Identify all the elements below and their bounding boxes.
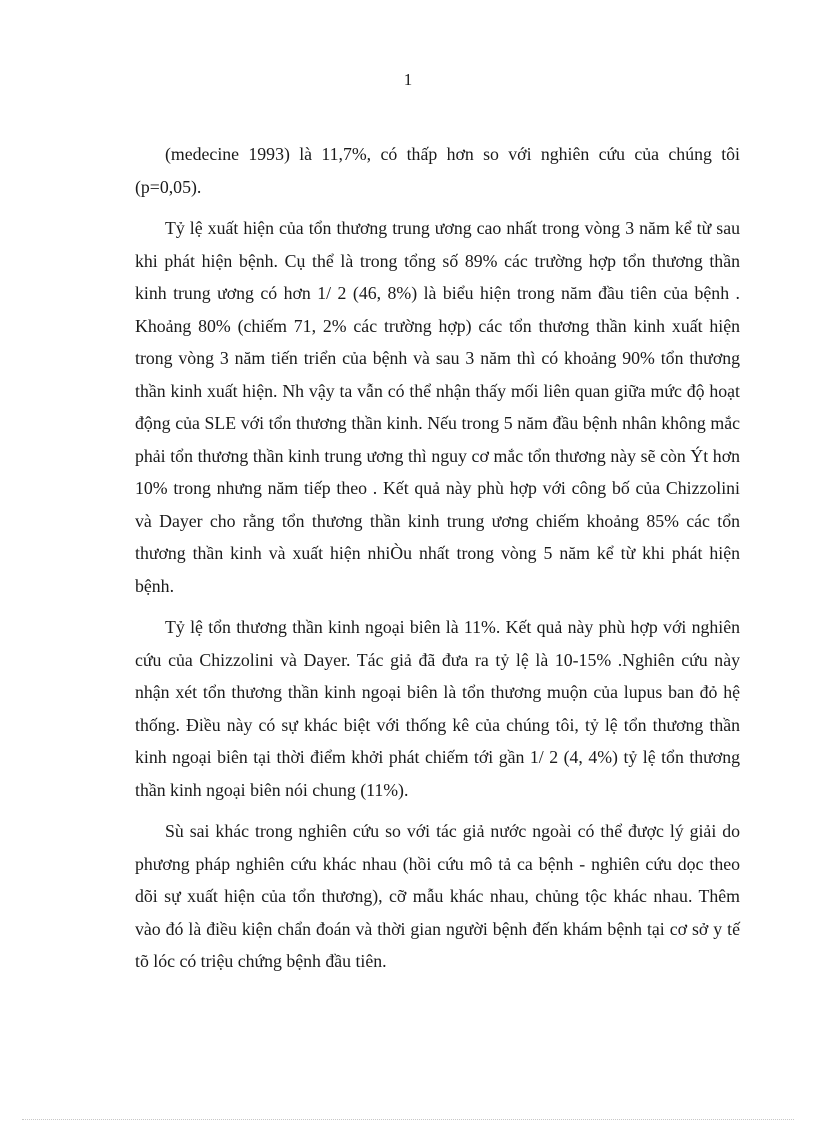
paragraph-3: Tỷ lệ tổn thương thần kinh ngoại biên là 11%. Kết quả này phù hợp với nghiên cứu của Chizzolini và Dayer. Tác giả đã đưa ra tỷ lệ là 10-15% .Nghiên cứu này nhận xét tổn thương thần kinh ngoại biên là tổn thương muộn của lupus ban đỏ hệ thống. Điều này có sự khác biệt với thống kê của chúng tôi, tỷ lệ tổn thương thần kinh ngoại biên tại thời điểm khởi phát chiếm tới gần 1/ 2 (4, 4%) tỷ lệ tổn thương thần kinh ngoại biên nói chung (11%). [135, 617, 740, 800]
document-body [135, 138, 740, 987]
page-bottom-divider [22, 1119, 794, 1120]
paragraph-1: (medecine 1993) là 11,7%, có thấp hơn so với nghiên cứu của chúng tôi (p=0,05). [135, 144, 740, 197]
paragraph-2: Tỷ lệ xuất hiện của tổn thương trung ương cao nhất trong vòng 3 năm kể từ sau khi phát hiện bệnh. Cụ thể là trong tổng số 89% các trường hợp tổn thương thần kinh trung ương có hơn 1/ 2 (46, 8%) là biểu hiện trong năm đầu tiên của bệnh . Khoảng 80% (chiếm 71, 2% các trường hợp) các tổn thương thần kinh xuất hiện trong vòng 3 năm tiến triển của bệnh và sau 3 năm thì có khoảng 90% tổn thương thần kinh xuất hiện. Nh vậy ta vẫn có thể nhận thấy mối liên quan giữa mức độ hoạt động của SLE với tổn thương thần kinh. Nếu trong 5 năm đầu bệnh nhân không mắc phải tổn thương thần kinh trung ương thì nguy cơ mắc tổn thương này sẽ còn Ýt hơn 10% trong nhưng năm tiếp theo . Kết quả này phù hợp với công bố của Chizzolini và Dayer cho rằng tổn thương thần kinh trung ương chiếm khoảng 85% các tổn thương thần kinh và xuất hiện nhiÒu nhất trong vòng 5 năm kể từ khi phát hiện bệnh. [135, 218, 740, 596]
page-number: 1 [403, 70, 413, 89]
paragraph-4: Sù sai khác trong nghiên cứu so với tác giả nước ngoài có thể được lý giải do phương pháp nghiên cứu khác nhau (hồi cứu mô tả ca bệnh - nghiên cứu dọc theo dõi sự xuất hiện của tổn thương), cỡ mẫu khác nhau, chủng tộc khác nhau. Thêm vào đó là điều kiện chẩn đoán và thời gian người bệnh đến khám bệnh tại cơ sở y tế tõ lóc có triệu chứng bệnh đầu tiên. [135, 821, 740, 971]
